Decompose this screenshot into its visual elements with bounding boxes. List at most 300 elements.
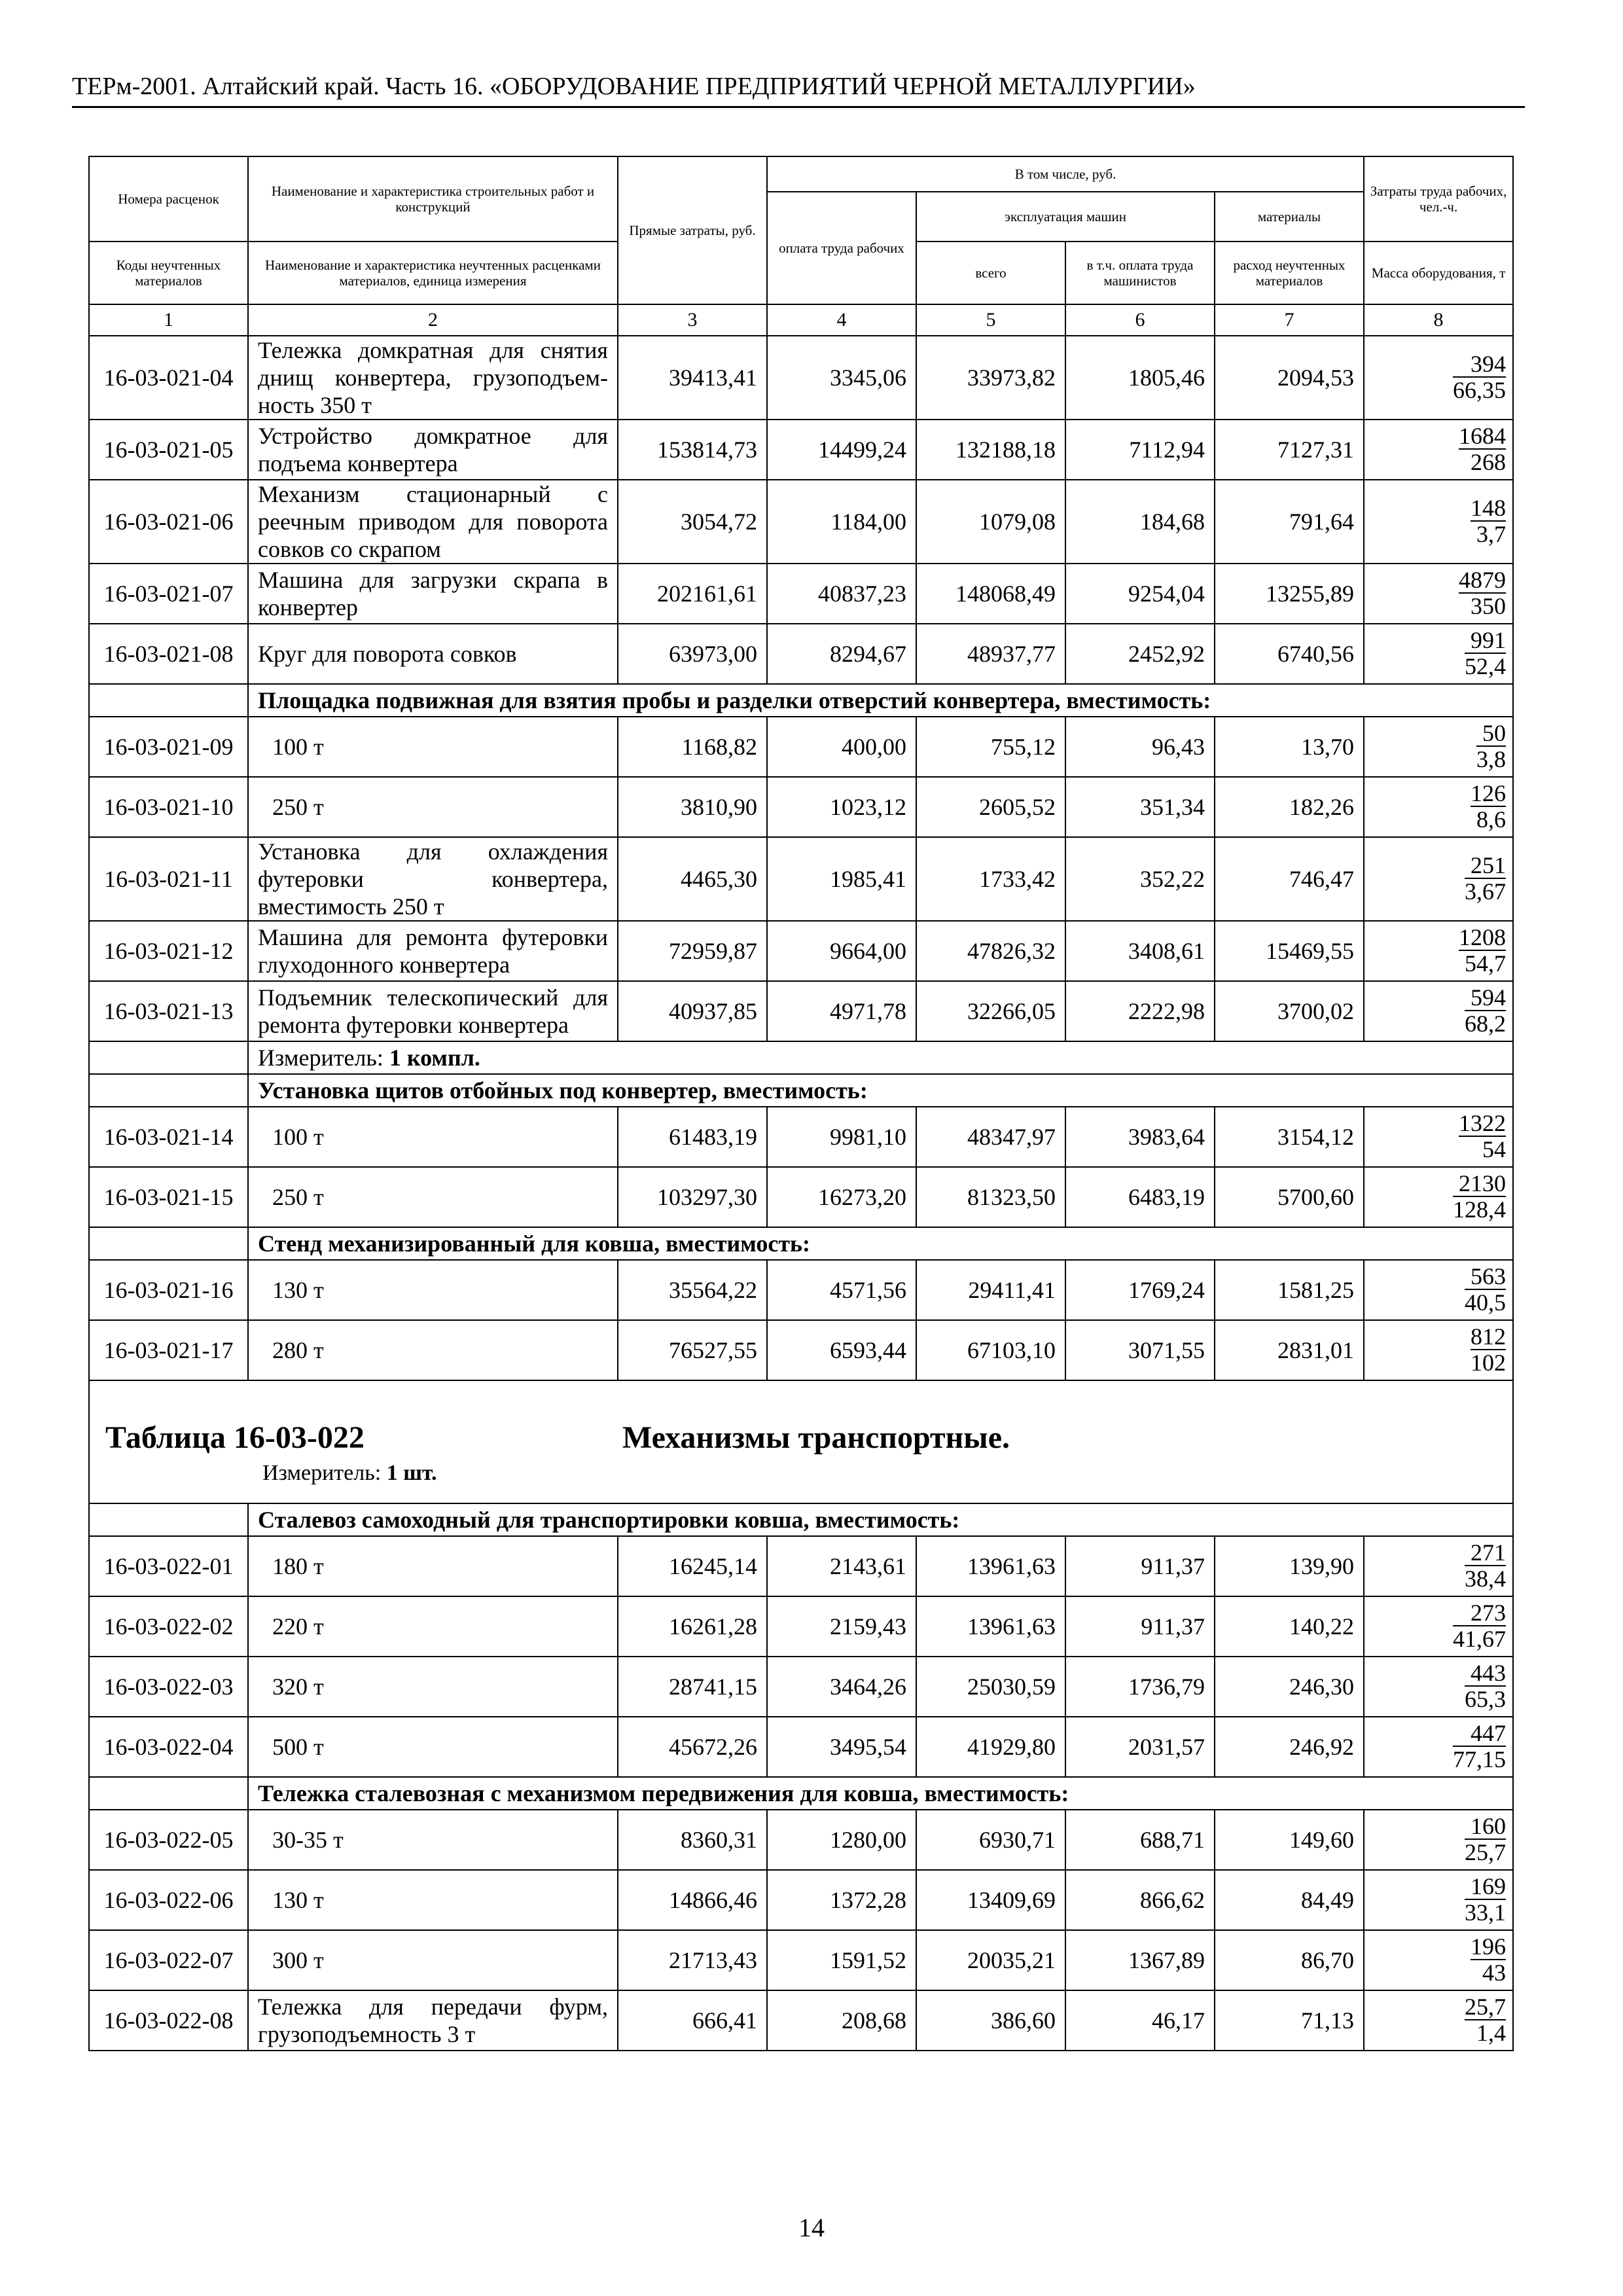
labor-mass-fraction [1364, 717, 1513, 777]
machinists-pay: 3071,55 [1065, 1320, 1215, 1380]
labor-costs-value: 812 [1471, 1323, 1507, 1350]
equipment-mass-value: 3,7 [1476, 521, 1507, 547]
rate-code: 16-03-022-03 [89, 1657, 248, 1717]
price-table [88, 156, 1514, 2051]
fraction [1465, 1660, 1506, 1712]
equipment-mass-value: 8,6 [1476, 806, 1507, 833]
labor-pay: 3345,06 [767, 336, 916, 420]
table-measure [105, 1459, 1497, 1488]
machinists-pay: 2222,98 [1065, 981, 1215, 1041]
machinists-pay: 46,17 [1065, 1990, 1215, 2051]
direct-costs: 153814,73 [618, 420, 767, 480]
rate-code: 16-03-022-01 [89, 1536, 248, 1596]
equipment-mass-value: 68,2 [1465, 1011, 1507, 1037]
rate-code: 16-03-021-12 [89, 921, 248, 981]
rate-code: 16-03-021-04 [89, 336, 248, 420]
materials-cost: 149,60 [1215, 1810, 1364, 1870]
labor-mass-fraction [1364, 1810, 1513, 1870]
machines-total: 81323,50 [916, 1167, 1065, 1227]
labor-costs-value: 169 [1465, 1874, 1506, 1900]
table-row [89, 1870, 1513, 1930]
measure-row [89, 1041, 1513, 1074]
rate-code: 16-03-021-13 [89, 981, 248, 1041]
machines-total: 1079,08 [916, 480, 1065, 564]
materials-cost: 746,47 [1215, 837, 1364, 921]
column-number: 1 [89, 304, 248, 336]
labor-mass-fraction [1364, 480, 1513, 564]
page-number: 14 [798, 2213, 825, 2242]
machinists-pay: 1805,46 [1065, 336, 1215, 420]
work-name: 500 т [248, 1717, 618, 1777]
labor-pay: 4971,78 [767, 981, 916, 1041]
labor-pay: 6593,44 [767, 1320, 916, 1380]
machines-total: 386,60 [916, 1990, 1065, 2051]
labor-costs-value: 196 [1471, 1933, 1507, 1960]
equipment-mass-value: 38,4 [1465, 1566, 1507, 1592]
table-row [89, 336, 1513, 420]
direct-costs: 35564,22 [618, 1260, 767, 1320]
section-row [89, 1074, 1513, 1107]
col-header-materials: материалы [1215, 192, 1364, 242]
machinists-pay: 911,37 [1065, 1596, 1215, 1657]
rate-code: 16-03-021-17 [89, 1320, 248, 1380]
labor-mass-fraction [1364, 921, 1513, 981]
fraction [1471, 781, 1506, 832]
section-row [89, 1503, 1513, 1536]
direct-costs: 61483,19 [618, 1107, 767, 1167]
labor-costs-value: 1208 [1459, 924, 1507, 950]
labor-costs-value: 1684 [1459, 423, 1507, 449]
table-row [89, 1260, 1513, 1320]
table-row [89, 1990, 1513, 2051]
labor-costs-value: 50 [1476, 721, 1506, 747]
labor-mass-fraction [1364, 1657, 1513, 1717]
direct-costs: 40937,85 [618, 981, 767, 1041]
section-empty-cell [89, 1074, 248, 1107]
machinists-pay: 866,62 [1065, 1870, 1215, 1930]
labor-pay: 9981,10 [767, 1107, 916, 1167]
equipment-mass-value: 268 [1471, 449, 1507, 475]
labor-pay: 3464,26 [767, 1657, 916, 1717]
work-name: 300 т [248, 1930, 618, 1990]
measure-unit [248, 1041, 1513, 1074]
header-rule [72, 106, 1525, 108]
labor-pay: 208,68 [767, 1990, 916, 2051]
column-number: 4 [767, 304, 916, 336]
labor-mass-fraction [1364, 837, 1513, 921]
table-title-cell [89, 1380, 1513, 1503]
section-row [89, 1777, 1513, 1810]
labor-costs-value: 991 [1465, 628, 1506, 654]
equipment-mass-value: 1,4 [1476, 2020, 1507, 2046]
page-header: ТЕРм-2001. Алтайский край. Часть 16. «ОБОРУДОВАНИЕ ПРЕДПРИЯТИЙ ЧЕРНОЙ МЕТАЛЛУРГИИ» [72, 73, 1196, 100]
equipment-mass-value: 3,67 [1465, 878, 1507, 905]
direct-costs: 4465,30 [618, 837, 767, 921]
machines-total: 1733,42 [916, 837, 1065, 921]
direct-costs: 666,41 [618, 1990, 767, 2051]
labor-pay: 16273,20 [767, 1167, 916, 1227]
section-empty-cell [89, 1503, 248, 1536]
machines-total: 755,12 [916, 717, 1065, 777]
rate-code: 16-03-022-06 [89, 1870, 248, 1930]
section-row [89, 1227, 1513, 1260]
labor-costs-value: 447 [1453, 1721, 1506, 1747]
materials-cost: 182,26 [1215, 777, 1364, 837]
rate-code: 16-03-022-04 [89, 1717, 248, 1777]
materials-cost: 139,90 [1215, 1536, 1364, 1596]
materials-cost: 1581,25 [1215, 1260, 1364, 1320]
labor-costs-value: 4879 [1459, 567, 1507, 593]
equipment-mass-value: 350 [1471, 593, 1507, 619]
col-header-material-consumption: расход неучтенных материалов [1215, 242, 1364, 304]
col-header-labor-costs: Затраты труда рабочих, чел.-ч. [1364, 156, 1513, 242]
labor-pay: 14499,24 [767, 420, 916, 480]
labor-mass-fraction [1364, 564, 1513, 624]
column-number: 8 [1364, 304, 1513, 336]
work-name: 320 т [248, 1657, 618, 1717]
rate-code: 16-03-021-09 [89, 717, 248, 777]
section-title: Стенд механизированный для ковша, вместимость: [248, 1227, 1513, 1260]
machinists-pay: 7112,94 [1065, 420, 1215, 480]
col-header-rate-number: Номера расценок [89, 156, 248, 242]
labor-costs-value: 394 [1453, 351, 1506, 378]
direct-costs: 39413,41 [618, 336, 767, 420]
table-row [89, 1596, 1513, 1657]
materials-cost: 84,49 [1215, 1870, 1364, 1930]
work-name: Круг для поворота совков [248, 624, 618, 684]
equipment-mass-value: 43 [1482, 1960, 1507, 1986]
fraction [1453, 351, 1506, 403]
direct-costs: 16261,28 [618, 1596, 767, 1657]
rate-code: 16-03-021-06 [89, 480, 248, 564]
rate-code: 16-03-021-08 [89, 624, 248, 684]
machinists-pay: 352,22 [1065, 837, 1215, 921]
col-header-equipment-mass: Масса оборудования, т [1364, 242, 1513, 304]
measure-label: Измеритель: [258, 1045, 383, 1071]
labor-costs-value: 2130 [1453, 1171, 1506, 1197]
machines-total: 13409,69 [916, 1870, 1065, 1930]
work-name: Машина для загрузки скрапа в конвертер [248, 564, 618, 624]
fraction [1465, 1540, 1506, 1591]
work-name: 280 т [248, 1320, 618, 1380]
labor-pay: 1985,41 [767, 837, 916, 921]
rate-code: 16-03-021-14 [89, 1107, 248, 1167]
machinists-pay: 3983,64 [1065, 1107, 1215, 1167]
work-name: Устройство домкратное для подъема конвертера [248, 420, 618, 480]
labor-pay: 3495,54 [767, 1717, 916, 1777]
direct-costs: 1168,82 [618, 717, 767, 777]
fraction [1465, 628, 1506, 679]
labor-costs-value: 148 [1471, 495, 1507, 521]
machinists-pay: 1736,79 [1065, 1657, 1215, 1717]
materials-cost: 71,13 [1215, 1990, 1364, 2051]
col-header-work-name: Наименование и характеристика строительных работ и конструкций [248, 156, 618, 242]
measure-empty-cell [89, 1041, 248, 1074]
labor-pay: 1184,00 [767, 480, 916, 564]
materials-cost: 3154,12 [1215, 1107, 1364, 1167]
work-name: Установка для охлаждения футеровки конвертера, вместимость 250 т [248, 837, 618, 921]
table-row [89, 837, 1513, 921]
fraction [1459, 423, 1506, 475]
machines-total: 25030,59 [916, 1657, 1065, 1717]
machinists-pay: 688,71 [1065, 1810, 1215, 1870]
machines-total: 20035,21 [916, 1930, 1065, 1990]
rate-code: 16-03-022-02 [89, 1596, 248, 1657]
materials-cost: 2094,53 [1215, 336, 1364, 420]
equipment-mass-value: 54,7 [1465, 950, 1507, 977]
machinists-pay: 351,34 [1065, 777, 1215, 837]
work-name: 250 т [248, 1167, 618, 1227]
machines-total: 48937,77 [916, 624, 1065, 684]
table-row [89, 1717, 1513, 1777]
fraction [1465, 985, 1506, 1036]
labor-mass-fraction [1364, 1990, 1513, 2051]
equipment-mass-value: 40,5 [1465, 1289, 1507, 1316]
col-header-material-names: Наименование и характеристика неучтенных расценками материалов, единица измерения [248, 242, 618, 304]
fraction [1465, 1994, 1506, 2045]
work-name: 130 т [248, 1870, 618, 1930]
labor-pay: 1280,00 [767, 1810, 916, 1870]
labor-pay: 1591,52 [767, 1930, 916, 1990]
materials-cost: 7127,31 [1215, 420, 1364, 480]
materials-cost: 140,22 [1215, 1596, 1364, 1657]
equipment-mass-value: 102 [1471, 1350, 1507, 1376]
work-name: Машина для ремонта футеровки глуходонного конвертера [248, 921, 618, 981]
col-header-machines-total: всего [916, 242, 1065, 304]
col-header-machines: эксплуатация машин [916, 192, 1215, 242]
direct-costs: 202161,61 [618, 564, 767, 624]
col-header-material-codes: Коды неучтенных материалов [89, 242, 248, 304]
fraction [1465, 1814, 1506, 1865]
direct-costs: 3810,90 [618, 777, 767, 837]
labor-mass-fraction [1364, 336, 1513, 420]
rate-code: 16-03-022-08 [89, 1990, 248, 2051]
machinists-pay: 3408,61 [1065, 921, 1215, 981]
fraction [1453, 1600, 1506, 1651]
column-number: 2 [248, 304, 618, 336]
work-name: 220 т [248, 1596, 618, 1657]
labor-mass-fraction [1364, 1930, 1513, 1990]
work-name: 100 т [248, 717, 618, 777]
machines-total: 13961,63 [916, 1536, 1065, 1596]
machines-total: 67103,10 [916, 1320, 1065, 1380]
work-name: 100 т [248, 1107, 618, 1167]
labor-pay: 2159,43 [767, 1596, 916, 1657]
equipment-mass-value: 25,7 [1465, 1839, 1507, 1865]
fraction [1459, 1111, 1506, 1162]
fraction [1476, 721, 1506, 772]
materials-cost: 86,70 [1215, 1930, 1364, 1990]
equipment-mass-value: 33,1 [1465, 1899, 1507, 1926]
machines-total: 29411,41 [916, 1260, 1065, 1320]
section-empty-cell [89, 1777, 248, 1810]
table-number: Таблица 16-03-022 [105, 1420, 365, 1455]
rate-code: 16-03-021-16 [89, 1260, 248, 1320]
labor-costs-value: 25,7 [1465, 1994, 1507, 2020]
machines-total: 132188,18 [916, 420, 1065, 480]
machines-total: 48347,97 [916, 1107, 1065, 1167]
materials-cost: 5700,60 [1215, 1167, 1364, 1227]
work-name: Подъемник телескопический для ремонта футеровки конвертера [248, 981, 618, 1041]
fraction [1465, 853, 1506, 904]
col-header-labor-pay: оплата труда рабочих [767, 192, 916, 304]
machinists-pay: 1367,89 [1065, 1930, 1215, 1990]
table-row [89, 981, 1513, 1041]
labor-costs-value: 273 [1453, 1600, 1506, 1626]
machines-total: 47826,32 [916, 921, 1065, 981]
labor-mass-fraction [1364, 624, 1513, 684]
labor-costs-value: 594 [1465, 985, 1506, 1011]
table-row [89, 1320, 1513, 1380]
materials-cost: 2831,01 [1215, 1320, 1364, 1380]
fraction [1453, 1721, 1506, 1772]
machines-total: 13961,63 [916, 1596, 1065, 1657]
machinists-pay: 184,68 [1065, 480, 1215, 564]
labor-pay: 400,00 [767, 717, 916, 777]
machines-total: 41929,80 [916, 1717, 1065, 1777]
measure-label: Измеритель: [262, 1461, 382, 1485]
labor-costs-value: 271 [1465, 1540, 1506, 1566]
labor-mass-fraction [1364, 1320, 1513, 1380]
col-header-including: В том числе, руб. [767, 156, 1364, 192]
fraction [1459, 567, 1506, 619]
materials-cost: 6740,56 [1215, 624, 1364, 684]
table-title: Механизмы транспортные. [622, 1420, 1010, 1455]
machines-total: 148068,49 [916, 564, 1065, 624]
labor-costs-value: 1322 [1459, 1110, 1507, 1136]
table-row [89, 1107, 1513, 1167]
labor-mass-fraction [1364, 777, 1513, 837]
machinists-pay: 9254,04 [1065, 564, 1215, 624]
table-row [89, 777, 1513, 837]
column-number: 7 [1215, 304, 1364, 336]
direct-costs: 8360,31 [618, 1810, 767, 1870]
table-row [89, 420, 1513, 480]
labor-costs-value: 443 [1465, 1660, 1506, 1687]
labor-costs-value: 126 [1471, 780, 1507, 806]
labor-mass-fraction [1364, 1596, 1513, 1657]
materials-cost: 13,70 [1215, 717, 1364, 777]
labor-costs-value: 251 [1465, 853, 1506, 879]
labor-pay: 1023,12 [767, 777, 916, 837]
table-row [89, 480, 1513, 564]
direct-costs: 21713,43 [618, 1930, 767, 1990]
labor-mass-fraction [1364, 1107, 1513, 1167]
fraction [1453, 1171, 1506, 1222]
machinists-pay: 6483,19 [1065, 1167, 1215, 1227]
labor-pay: 9664,00 [767, 921, 916, 981]
labor-costs-value: 160 [1465, 1814, 1506, 1840]
fraction [1459, 925, 1506, 976]
column-number: 3 [618, 304, 767, 336]
rate-code: 16-03-021-10 [89, 777, 248, 837]
rate-code: 16-03-022-07 [89, 1930, 248, 1990]
labor-pay: 2143,61 [767, 1536, 916, 1596]
table-row [89, 1930, 1513, 1990]
fraction [1465, 1264, 1506, 1315]
col-header-machinists-pay: в т.ч. оплата труда машинистов [1065, 242, 1215, 304]
work-name: 180 т [248, 1536, 618, 1596]
machines-total: 32266,05 [916, 981, 1065, 1041]
labor-pay: 8294,67 [767, 624, 916, 684]
work-name: 130 т [248, 1260, 618, 1320]
work-name: Тележка домкратная для снятия днищ конвертера, грузоподъем-ность 350 т [248, 336, 618, 420]
rate-code: 16-03-021-15 [89, 1167, 248, 1227]
labor-pay: 1372,28 [767, 1870, 916, 1930]
work-name: Тележка для передачи фурм, грузоподъемность 3 т [248, 1990, 618, 2051]
table-title-row [89, 1380, 1513, 1503]
labor-mass-fraction [1364, 1536, 1513, 1596]
rate-code: 16-03-021-07 [89, 564, 248, 624]
section-row [89, 684, 1513, 717]
machines-total: 2605,52 [916, 777, 1065, 837]
equipment-mass-value: 54 [1482, 1136, 1507, 1162]
work-name: 30-35 т [248, 1810, 618, 1870]
materials-cost: 246,92 [1215, 1717, 1364, 1777]
materials-cost: 791,64 [1215, 480, 1364, 564]
table-row [89, 1810, 1513, 1870]
section-empty-cell [89, 684, 248, 717]
direct-costs: 45672,26 [618, 1717, 767, 1777]
table-row [89, 1167, 1513, 1227]
direct-costs: 3054,72 [618, 480, 767, 564]
section-title: Тележка сталевозная с механизмом передвижения для ковша, вместимость: [248, 1777, 1513, 1810]
equipment-mass-value: 77,15 [1453, 1746, 1507, 1772]
equipment-mass-value: 41,67 [1453, 1626, 1507, 1652]
column-number: 5 [916, 304, 1065, 336]
labor-mass-fraction [1364, 1167, 1513, 1227]
table-row [89, 717, 1513, 777]
equipment-mass-value: 65,3 [1465, 1686, 1507, 1712]
section-title: Установка щитов отбойных под конвертер, вместимость: [248, 1074, 1513, 1107]
direct-costs: 16245,14 [618, 1536, 767, 1596]
materials-cost: 13255,89 [1215, 564, 1364, 624]
machinists-pay: 1769,24 [1065, 1260, 1215, 1320]
work-name: Механизм стационарный с реечным приводом для поворота совков со скрапом [248, 480, 618, 564]
equipment-mass-value: 66,35 [1453, 377, 1507, 403]
labor-mass-fraction [1364, 1260, 1513, 1320]
labor-mass-fraction [1364, 1870, 1513, 1930]
direct-costs: 103297,30 [618, 1167, 767, 1227]
section-title: Площадка подвижная для взятия пробы и разделки отверстий конвертера, вместимость: [248, 684, 1513, 717]
fraction [1465, 1874, 1506, 1925]
measure-value: 1 шт. [386, 1461, 437, 1485]
equipment-mass-value: 128,4 [1453, 1196, 1507, 1223]
col-header-direct-costs: Прямые затраты, руб. [618, 156, 767, 304]
labor-pay: 40837,23 [767, 564, 916, 624]
direct-costs: 63973,00 [618, 624, 767, 684]
machinists-pay: 911,37 [1065, 1536, 1215, 1596]
section-title: Сталевоз самоходный для транспортировки ковша, вместимость: [248, 1503, 1513, 1536]
machines-total: 33973,82 [916, 336, 1065, 420]
measure-value: 1 компл. [389, 1045, 480, 1071]
direct-costs: 28741,15 [618, 1657, 767, 1717]
rate-code: 16-03-021-11 [89, 837, 248, 921]
labor-mass-fraction [1364, 420, 1513, 480]
table-row [89, 1657, 1513, 1717]
direct-costs: 14866,46 [618, 1870, 767, 1930]
column-number: 6 [1065, 304, 1215, 336]
materials-cost: 246,30 [1215, 1657, 1364, 1717]
labor-mass-fraction [1364, 1717, 1513, 1777]
table-row [89, 1536, 1513, 1596]
direct-costs: 76527,55 [618, 1320, 767, 1380]
section-empty-cell [89, 1227, 248, 1260]
rate-code: 16-03-022-05 [89, 1810, 248, 1870]
machines-total: 6930,71 [916, 1810, 1065, 1870]
fraction [1471, 495, 1506, 547]
rate-code: 16-03-021-05 [89, 420, 248, 480]
